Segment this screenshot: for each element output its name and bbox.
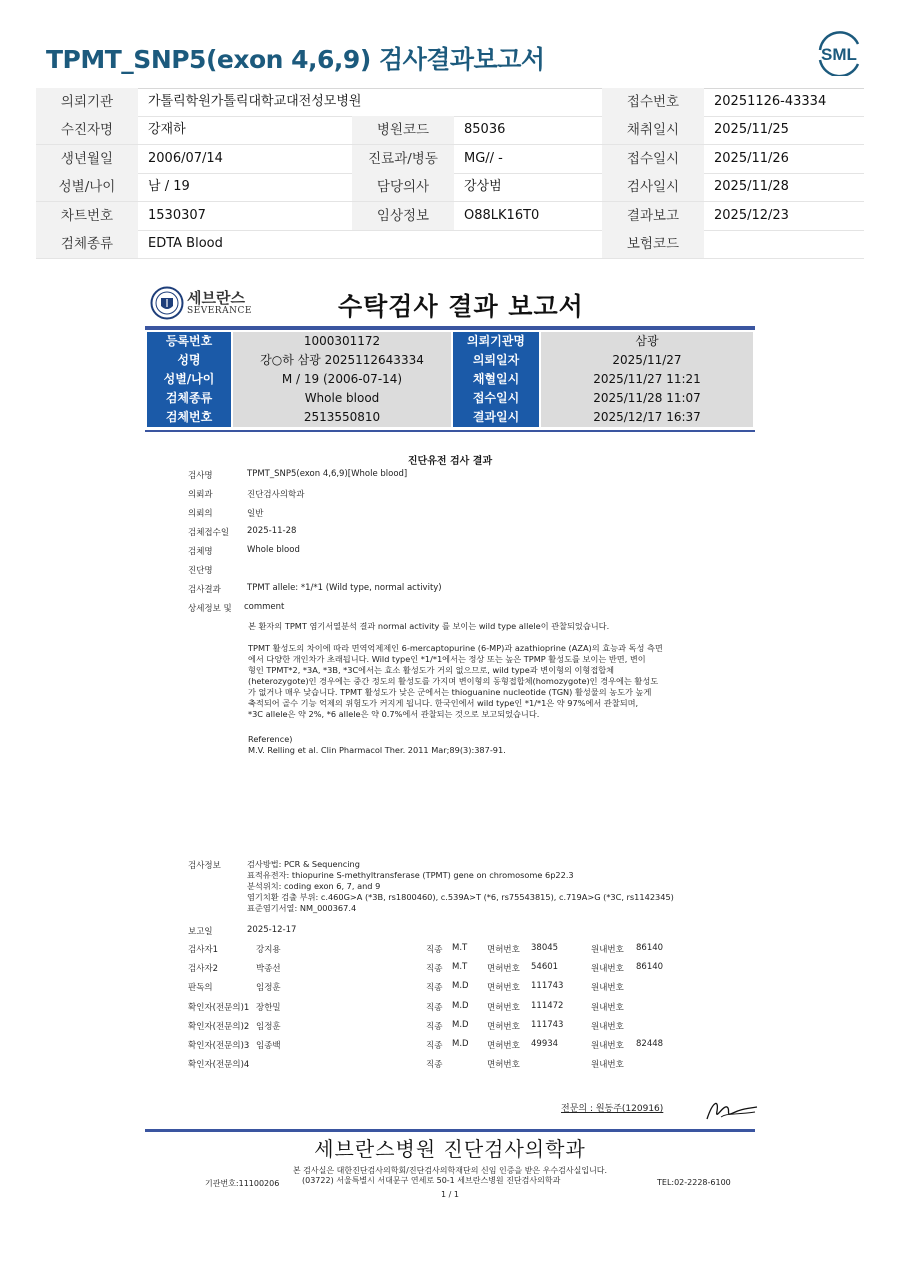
diagnosis-field-value: TPMT allele: *1/*1 (Wild type, normal activity): [247, 583, 442, 593]
institution-number: 기관번호:11100206: [205, 1179, 280, 1188]
staff-license: 38045: [531, 943, 559, 953]
certification-text: 본 검사실은 대한진단검사의학회/진단검사의학재단의 신임 인증을 받은 우수검사실입니다.: [292, 1166, 608, 1175]
severance-row: [145, 408, 755, 427]
paragraph-line: 에서 다양한 개인차가 초래됩니다. Wild type인 *1/*1에서는 정상 또는 높은 TPMP 활성도를 보이는 반면, 변이: [248, 654, 646, 664]
staff-hospital-label: 원내번호: [591, 964, 624, 975]
staff-rank: M.D: [452, 1019, 469, 1030]
staff-role: 확인자(전문의)2: [188, 1021, 250, 1032]
info-value: 20251126-43334: [714, 94, 827, 109]
staff-rank-label: 직종: [426, 964, 443, 975]
severance-top-bar: [145, 326, 755, 330]
info-label: 병원코드: [352, 116, 454, 144]
diagnosis-paragraph: [248, 643, 718, 720]
staff-license-label: 면허번호: [487, 1002, 520, 1013]
info-label: 수진자명: [36, 116, 138, 144]
staff-role: 판독의: [188, 983, 213, 994]
severance-value: 2025/11/27 11:21: [541, 370, 753, 389]
page-number: 1 / 1: [441, 1190, 459, 1199]
staff-role: 확인자(전문의)4: [188, 1060, 250, 1071]
info-label: 검사일시: [602, 173, 704, 201]
severance-report-title: 수탁검사 결과 보고서: [338, 292, 584, 321]
info-value: [704, 230, 864, 258]
paragraph-line: 축적되어 골수 기능 억제의 위험도가 커지게 됩니다. 한국인에서 wild type인 *1/*1은 약 97%에서 관찰되며,: [248, 698, 639, 708]
staff-rank-label: 직종: [426, 945, 443, 955]
severance-label: 검체번호: [147, 408, 231, 427]
handwritten-signature-icon: [703, 1095, 759, 1125]
info-row: [36, 145, 864, 174]
sml-logo-icon: [812, 30, 866, 76]
severance-value: 강○하 삼광 2025112643334: [233, 351, 451, 370]
test-info-line: 검사방법: PCR & Sequencing: [247, 859, 360, 869]
staff-rank-label: 직종: [426, 1021, 443, 1032]
severance-value: Whole blood: [233, 389, 451, 408]
severance-value: 1000301172: [233, 332, 451, 351]
info-label: 차트번호: [36, 202, 138, 230]
diagnosis-heading: 진단유전 검사 결과: [407, 456, 493, 467]
staff-hospital-label: 원내번호: [591, 1060, 624, 1071]
info-label: 성별/나이: [36, 173, 138, 201]
severance-value: 삼광: [541, 332, 753, 351]
test-info-line: 염기치환 검출 부위: c.460G>A (*3B, rs1800460), c.539A>T (*6, rs75543815), c.719A>G (*3C, rs1142345): [247, 892, 674, 902]
info-value: 2025/11/26: [714, 151, 789, 166]
diagnosis-field-value: comment: [244, 602, 285, 612]
telephone: TEL:02-2228-6100: [657, 1178, 731, 1187]
diagnosis-field-value: Whole blood: [247, 545, 300, 555]
severance-value: M / 19 (2006-07-14): [233, 370, 451, 389]
diagnosis-field-label: 상세정보 및: [188, 604, 232, 614]
staff-hospital-label: 원내번호: [591, 1002, 624, 1013]
staff-license: 54601: [531, 962, 559, 973]
severance-label: 검체종류: [147, 389, 231, 408]
severance-table-rule: [145, 430, 755, 432]
report-date-label: 보고일: [188, 927, 213, 937]
info-label: 결과보고: [602, 202, 704, 230]
staff-rank-label: 직종: [426, 1041, 443, 1051]
severance-value: 2513550810: [233, 408, 451, 427]
info-row: [36, 173, 864, 202]
staff-rank: M.D: [452, 1000, 469, 1011]
info-row: [36, 116, 864, 145]
info-value: 85036: [464, 122, 506, 137]
diagnosis-field-label: 의뢰과: [188, 490, 213, 500]
staff-rank: M.T: [452, 943, 468, 953]
info-label: 검체종류: [36, 230, 138, 258]
paragraph-line: TPMT 활성도의 차이에 따라 면역억제제인 6-mercaptopurine (6-MP)과 azathioprine (AZA)의 효능과 독성 측면: [248, 643, 663, 653]
staff-hospital: 82448: [636, 1039, 664, 1049]
severance-row: [145, 370, 755, 389]
staff-license: 49934: [531, 1039, 559, 1049]
info-value: O88LK16T0: [464, 208, 540, 223]
info-label: 보험코드: [602, 230, 704, 258]
info-value: 2025/11/28: [714, 179, 789, 194]
staff-name: 박종선: [256, 964, 281, 975]
severance-label: 접수일시: [453, 389, 539, 408]
info-label: 접수번호: [602, 88, 704, 116]
staff-name: 강지용: [256, 945, 281, 955]
staff-name: 임정훈: [256, 1021, 281, 1032]
severance-row: [145, 351, 755, 370]
expert-signature-line: 전문의 : 원동주(120916): [561, 1104, 664, 1114]
test-info-line: 분석위치: coding exon 6, 7, and 9: [247, 881, 381, 891]
staff-hospital: 86140: [636, 962, 664, 973]
staff-hospital-label: 원내번호: [591, 1021, 624, 1032]
severance-value: 2025/11/28 11:07: [541, 389, 753, 408]
severance-logo-korean: 세브란스: [187, 289, 245, 307]
diagnosis-field-value: 2025-11-28: [247, 526, 297, 536]
svg-text:SML: SML: [821, 45, 857, 64]
info-label: 채취일시: [602, 116, 704, 144]
severance-label: 결과일시: [453, 408, 539, 427]
staff-license-label: 면허번호: [487, 964, 520, 975]
test-info-lines: [247, 859, 727, 914]
severance-row: [145, 332, 755, 351]
staff-license-label: 면허번호: [487, 1060, 520, 1071]
test-info-label: 검사정보: [188, 861, 221, 871]
staff-rank: M.D: [452, 981, 469, 992]
staff-role: 확인자(전문의)1: [188, 1002, 250, 1013]
staff-hospital-label: 원내번호: [591, 1041, 624, 1051]
info-label: 임상정보: [352, 202, 454, 230]
footer-rule: [145, 1129, 755, 1132]
staff-name: 장한밀: [256, 1002, 281, 1013]
diagnosis-field-value: TPMT_SNP5(exon 4,6,9)[Whole blood]: [247, 469, 408, 479]
info-value: 가톨릭학원가톨릭대학교대전성모병원: [148, 94, 362, 109]
diagnosis-field-label: 진단명: [188, 566, 213, 576]
staff-license: 111472: [531, 1000, 564, 1011]
severance-label: 의뢰기관명: [453, 332, 539, 351]
diagnosis-field-label: 검체접수일: [188, 528, 230, 538]
info-value: 2025/12/23: [714, 208, 789, 223]
info-value: EDTA Blood: [148, 236, 223, 251]
staff-hospital-label: 원내번호: [591, 983, 624, 994]
paragraph-line: (heterozygote)인 경우에는 중간 정도의 활성도를 가지며 변이형의 동형접합체(homozygote)인 경우에는 활성도: [248, 676, 659, 686]
staff-role: 검사자1: [188, 945, 219, 955]
severance-label: 채혈일시: [453, 370, 539, 389]
info-value: 남 / 19: [148, 179, 190, 194]
severance-label: 성별/나이: [147, 370, 231, 389]
diagnosis-field-value: 일반: [247, 509, 264, 519]
info-row: [36, 230, 864, 259]
reference-label: Reference): [248, 734, 293, 744]
severance-value: 2025/11/27: [541, 351, 753, 370]
info-label: 의뢰기관: [36, 88, 138, 116]
report-title: TPMT_SNP5(exon 4,6,9) 검사결과보고서: [46, 45, 545, 74]
severance-label: 등록번호: [147, 332, 231, 351]
severance-row: [145, 389, 755, 408]
reference-text: M.V. Relling et al. Clin Pharmacol Ther. 2011 Mar;89(3):387-91.: [248, 745, 506, 755]
department-name: 세브란스병원 진단검사의학과: [314, 1137, 586, 1161]
severance-label: 의뢰일자: [453, 351, 539, 370]
test-info-line: 표준염기서열: NM_000367.4: [247, 903, 357, 913]
diagnosis-field-label: 검사결과: [188, 585, 221, 595]
staff-license-label: 면허번호: [487, 945, 520, 955]
diagnosis-field-label: 의뢰의: [188, 509, 213, 519]
staff-license-label: 면허번호: [487, 1021, 520, 1032]
paragraph-line: *3C allele은 약 2%, *6 allele은 약 0.7%에서 관찰되는 것으로 보고되었습니다.: [248, 709, 540, 719]
diagnosis-field-label: 검체명: [188, 547, 213, 557]
staff-hospital-label: 원내번호: [591, 945, 624, 955]
severance-logo-english: SEVERANCE: [187, 306, 252, 316]
staff-rank-label: 직종: [426, 1060, 443, 1071]
staff-hospital: 86140: [636, 943, 664, 953]
info-row: [36, 88, 864, 117]
staff-license-label: 면허번호: [487, 983, 520, 994]
staff-name: 임정훈: [256, 983, 281, 994]
info-value: 2006/07/14: [148, 151, 223, 166]
info-value: MG// -: [464, 151, 503, 166]
info-label: 접수일시: [602, 145, 704, 173]
severance-value: 2025/12/17 16:37: [541, 408, 753, 427]
paragraph-line: 가 없거나 매우 낮습니다. TPMT 활성도가 낮은 군에서는 thioguanine nucleotide (TGN) 활성물의 농도가 높게: [248, 687, 652, 697]
staff-rank-label: 직종: [426, 1002, 443, 1013]
staff-role: 확인자(전문의)3: [188, 1041, 250, 1051]
staff-role: 검사자2: [188, 964, 219, 975]
test-info-line: 표적유전자: thiopurine S-methyltransferase (TPMT) gene on chromosome 6p22.3: [247, 870, 574, 880]
info-value: 1530307: [148, 208, 206, 223]
diagnosis-field-label: 검사명: [188, 471, 213, 481]
severance-seal-icon: [150, 286, 184, 320]
staff-rank: M.T: [452, 962, 468, 973]
info-value: 강재하: [148, 122, 186, 137]
staff-rank-label: 직종: [426, 983, 443, 994]
info-row: [36, 202, 864, 231]
staff-name: 임종백: [256, 1041, 281, 1051]
severance-label: 성명: [147, 351, 231, 370]
diagnosis-summary: 본 환자의 TPMT 염기서열분석 결과 normal activity 를 보이는 wild type allele이 관찰되었습니다.: [248, 621, 610, 631]
info-value: 2025/11/25: [714, 122, 789, 137]
report-date-value: 2025-12-17: [247, 925, 297, 935]
info-label: 생년월일: [36, 145, 138, 173]
staff-license: 111743: [531, 981, 564, 992]
info-label: 진료과/병동: [352, 145, 454, 173]
info-label: 담당의사: [352, 173, 454, 201]
staff-license-label: 면허번호: [487, 1041, 520, 1051]
staff-rank: M.D: [452, 1039, 469, 1049]
address: (03722) 서울특별시 서대문구 연세로 50-1 세브란스병원 진단검사의학과: [302, 1176, 561, 1185]
staff-license: 111743: [531, 1019, 564, 1030]
diagnosis-field-value: 진단검사의학과: [247, 490, 305, 500]
paragraph-line: 형인 TPMT*2, *3A, *3B, *3C에서는 효소 활성도가 거의 없으므로, wild type과 변이형의 이형접합체: [248, 665, 615, 675]
info-value: 강상범: [464, 179, 502, 194]
